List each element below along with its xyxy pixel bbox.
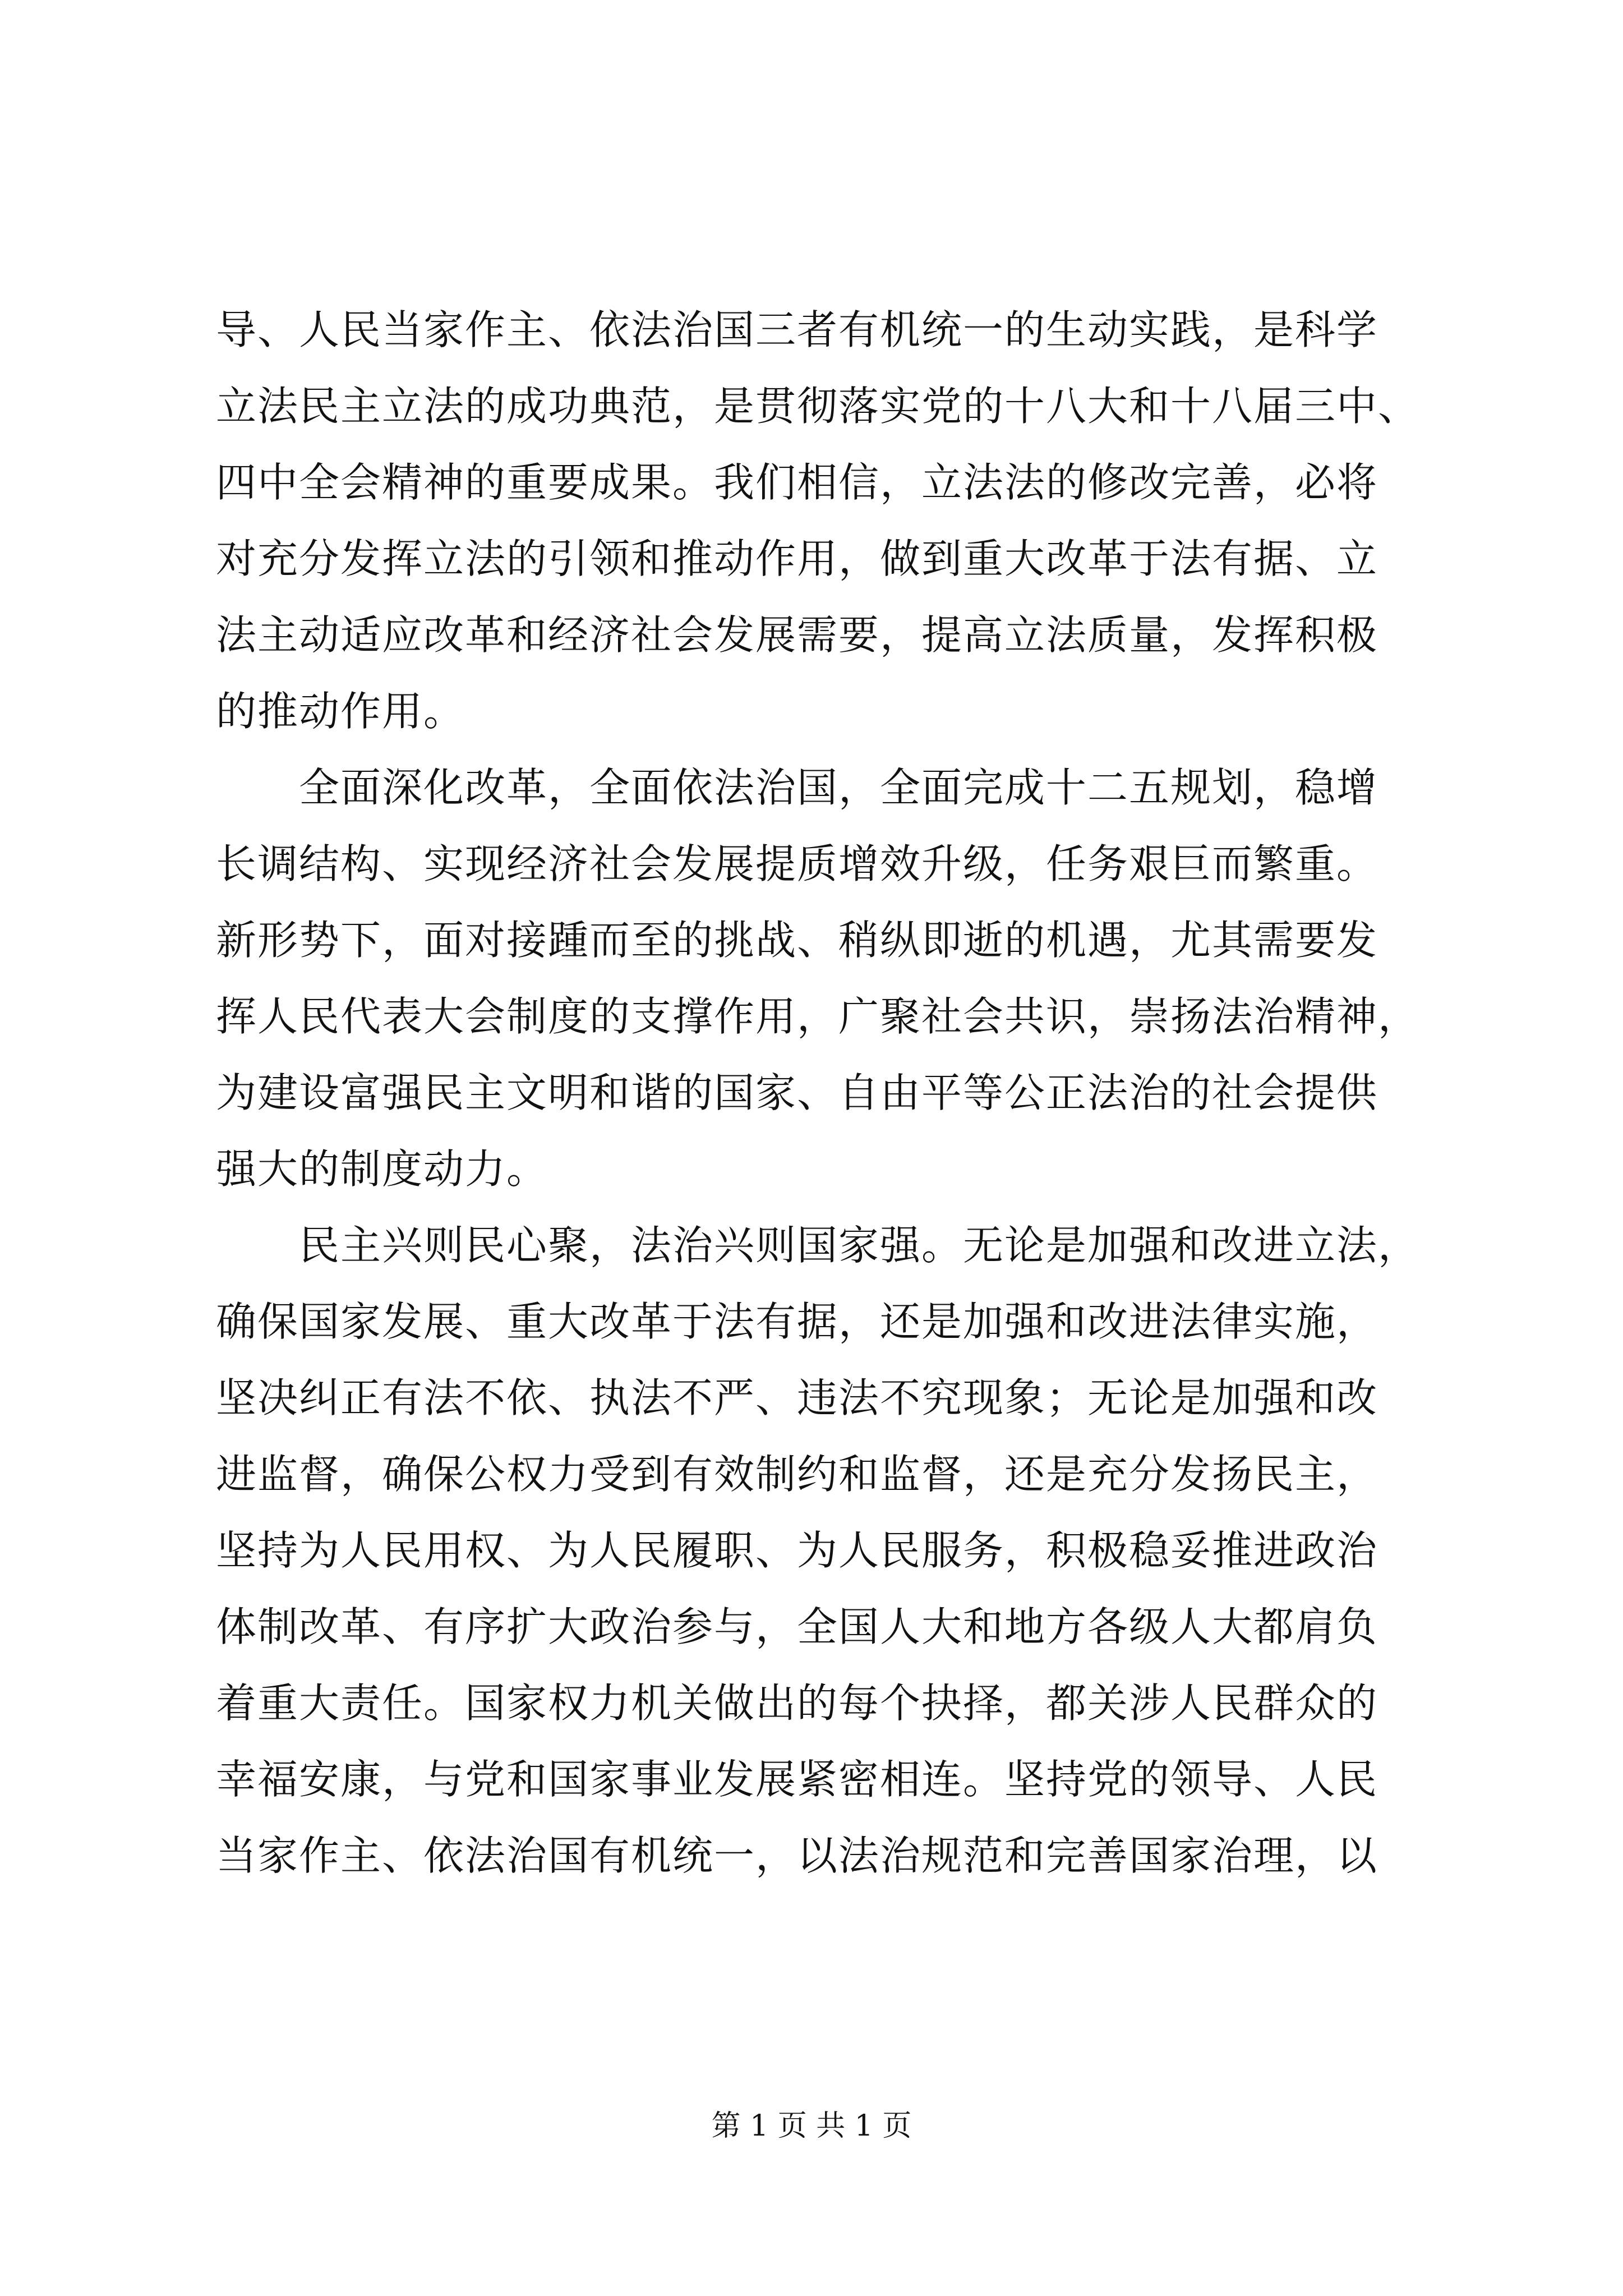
text-line: 进监督，确保公权力受到有效制约和监督，还是充分发扬民主， [216, 1451, 1378, 1498]
page-number-footer: 第 1 页 共 1 页 [711, 2109, 912, 2143]
text-line: 坚持为人民用权、为人民履职、为人民服务，积极稳妥推进政治 [216, 1527, 1378, 1574]
text-line: 为建设富强民主文明和谐的国家、自由平等公正法治的社会提供 [216, 1069, 1378, 1116]
document-body [216, 292, 1450, 1894]
text-line: 幸福安康，与党和国家事业发展紧密相连。坚持党的领导、人民 [216, 1756, 1378, 1803]
text-line: 对充分发挥立法的引领和推动作用，做到重大改革于法有据、立 [216, 535, 1378, 582]
text-line: 强大的制度动力。 [216, 1145, 548, 1193]
text-line: 立法民主立法的成功典范，是贯彻落实党的十八大和十八届三中、 [216, 383, 1420, 430]
text-line: 长调结构、实现经济社会发展提质增效升级，任务艰巨而繁重。 [216, 840, 1378, 887]
text-line: 坚决纠正有法不依、执法不严、违法不究现象；无论是加强和改 [216, 1374, 1378, 1421]
text-line: 全面深化改革，全面依法治国，全面完成十二五规划，稳增 [216, 764, 1378, 811]
text-line: 确保国家发展、重大改革于法有据，还是加强和改进法律实施， [216, 1298, 1378, 1345]
text-line: 民主兴则民心聚，法治兴则国家强。无论是加强和改进立法， [216, 1222, 1420, 1269]
text-line: 当家作主、依法治国有机统一，以法治规范和完善国家治理，以 [216, 1832, 1378, 1879]
text-line: 法主动适应改革和经济社会发展需要，提高立法质量，发挥积极 [216, 611, 1378, 659]
text-line: 新形势下，面对接踵而至的挑战、稍纵即逝的机遇，尤其需要发 [216, 917, 1378, 964]
text-line: 导、人民当家作主、依法治国三者有机统一的生动实践，是科学 [216, 306, 1378, 353]
text-line: 着重大责任。国家权力机关做出的每个抉择，都关涉人民群众的 [216, 1680, 1378, 1727]
text-line: 的推动作用。 [216, 688, 465, 735]
text-line: 挥人民代表大会制度的支撑作用，广聚社会共识，崇扬法治精神， [216, 993, 1420, 1040]
text-line: 四中全会精神的重要成果。我们相信，立法法的修改完善，必将 [216, 459, 1378, 506]
text-line: 体制改革、有序扩大政治参与，全国人大和地方各级人大都肩负 [216, 1603, 1378, 1650]
